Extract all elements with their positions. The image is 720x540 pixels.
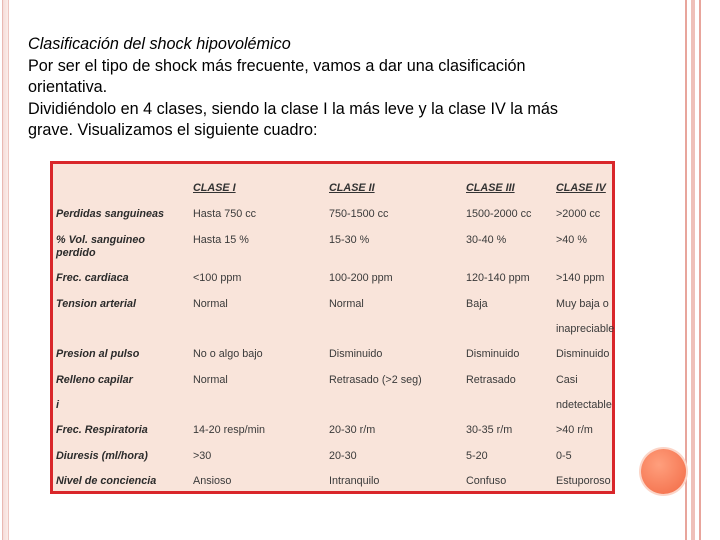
cell-value: Retrasado (>2 seg)	[329, 374, 422, 386]
cell-value: Normal	[329, 298, 364, 310]
row-label: Nivel de conciencia	[56, 475, 157, 487]
cell-value: Intranquilo	[329, 475, 380, 487]
cell-value: Estuporoso	[556, 475, 611, 487]
row-label-continuation: perdido	[56, 247, 96, 259]
cell-value: 15-30 %	[329, 234, 370, 246]
intro-line: orientativa.	[28, 78, 108, 96]
intro-text	[28, 34, 668, 142]
header-clase-i: CLASE I	[193, 182, 236, 194]
row-label: Frec. Respiratoria	[56, 424, 148, 436]
cell-value: >40 r/m	[556, 424, 593, 436]
intro-line: Dividiéndolo en 4 clases, siendo la clase I la más leve y la clase IV la más	[28, 99, 558, 118]
cell-value: Hasta 15 %	[193, 234, 249, 246]
intro-line: grave. Visualizamos el siguiente cuadro:	[28, 121, 318, 139]
cell-value: Disminuido	[556, 348, 610, 360]
header-clase-iv: CLASE IV	[556, 182, 606, 194]
cell-value: >30	[193, 450, 212, 462]
cell-value: 20-30	[329, 450, 357, 462]
cell-value: 20-30 r/m	[329, 424, 376, 436]
cell-value: No o algo bajo	[193, 348, 263, 360]
orange-circle-decoration	[641, 449, 686, 494]
cell-value: Retrasado	[466, 374, 516, 386]
cell-value-continuation: inapreciable	[556, 323, 615, 335]
cell-value: Casi	[556, 374, 578, 386]
cell-value: Normal	[193, 298, 228, 310]
cell-value: 100-200 ppm	[329, 272, 393, 284]
cell-value: 0-5	[556, 450, 572, 462]
row-label: Relleno capilar	[56, 374, 133, 386]
cell-value: >2000 cc	[556, 208, 601, 220]
header-clase-iii: CLASE III	[466, 182, 515, 194]
section-heading: Clasificación del shock hipovolémico	[28, 35, 291, 53]
row-label: Tension arterial	[56, 298, 137, 310]
cell-value: 5-20	[466, 450, 488, 462]
cell-value: >40 %	[556, 234, 587, 246]
row-label: Diuresis (ml/hora)	[56, 450, 148, 462]
cell-value: 14-20 resp/min	[193, 424, 266, 436]
classification-table	[50, 161, 615, 494]
row-label-fragment: i	[56, 399, 59, 411]
cell-value: Ansioso	[193, 475, 232, 487]
cell-value: Disminuido	[466, 348, 520, 360]
cell-value-continuation: ndetectable	[556, 399, 612, 411]
cell-value: 1500-2000 cc	[466, 208, 532, 220]
cell-value: 120-140 ppm	[466, 272, 530, 284]
left-decorative-rule	[2, 0, 9, 540]
row-label: Presion al pulso	[56, 348, 140, 360]
row-label: Perdidas sanguineas	[56, 208, 165, 220]
cell-value: Normal	[193, 374, 228, 386]
right-decorative-rule	[685, 0, 701, 540]
cell-value: >140 ppm	[556, 272, 605, 284]
cell-value: 30-40 %	[466, 234, 507, 246]
cell-value: <100 ppm	[193, 272, 242, 284]
header-clase-ii: CLASE II	[329, 182, 375, 194]
cell-value: 750-1500 cc	[329, 208, 389, 220]
cell-value: Disminuido	[329, 348, 383, 360]
row-label: Frec. cardiaca	[56, 272, 129, 284]
cell-value: 30-35 r/m	[466, 424, 513, 436]
cell-value: Baja	[466, 298, 488, 310]
cell-value: Confuso	[466, 475, 507, 487]
intro-line: Por ser el tipo de shock más frecuente, vamos a dar una clasificación	[28, 56, 526, 75]
row-label: % Vol. sanguineo	[56, 234, 145, 246]
cell-value: Hasta 750 cc	[193, 208, 257, 220]
cell-value: Muy baja o	[556, 298, 609, 310]
